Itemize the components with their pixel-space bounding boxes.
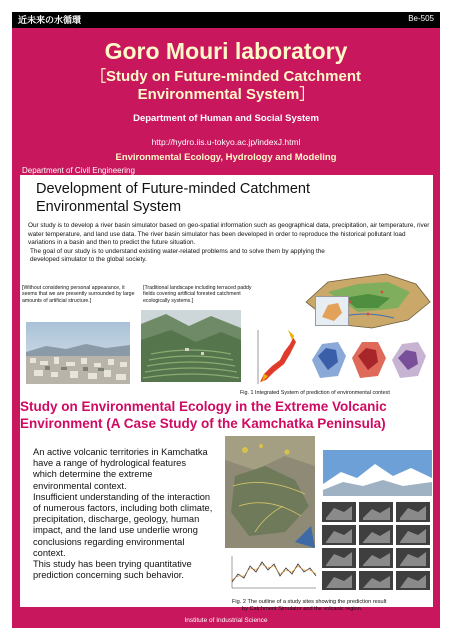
section1-para2: The goal of our study is to understand existing water-related problems and to solve them by applying the developed simulator to the global society. xyxy=(30,247,325,264)
research-fields: Environmental Ecology, Hydrology and Modeling xyxy=(115,152,337,163)
fig2-result-grid xyxy=(320,500,432,592)
body-line: Insufficient understanding of the interaction xyxy=(33,491,211,502)
section2-title-line2: Environment (A Case Study of the Kamchatka Peninsula) xyxy=(20,416,386,431)
section2-body xyxy=(33,447,228,581)
fig2-time-series-plot xyxy=(228,552,318,592)
section1-para1: Our study is to develop a river basin simulator based on geo-spatial information such as geographical data, precipitation, air temperature, river water temperature, and land use data. The river basin simulator has been developed in order to reproduce the historical pollutant load variations in a basin and then to predict the future situation. xyxy=(28,222,430,247)
body-line: precipitation, discharge, geology, human xyxy=(33,514,200,525)
fig1-inset-map xyxy=(315,296,349,326)
section1-body xyxy=(28,222,433,265)
fig2-volcano-photo xyxy=(323,450,432,496)
fig2-satellite-map xyxy=(225,436,315,548)
body-line: impact, and the land use underlie wrong xyxy=(33,525,198,536)
lab-subtitle-line1: ［Study on Future-minded Catchment xyxy=(90,68,361,85)
lab-title: Goro Mouri laboratory xyxy=(104,38,348,64)
caption-rural: [Traditional landscape including terraced paddy fields covering artificial forested catchment ecologically systems.] xyxy=(143,285,252,304)
body-line: context. xyxy=(33,547,66,558)
section2-title-line1: Study on Environmental Ecology in the Extreme Volcanic xyxy=(20,399,387,414)
fig2-caption-line2: by Catchment Simulator and the volcanic region. xyxy=(242,606,363,612)
body-line: which determine the extreme xyxy=(33,469,153,480)
section2-title xyxy=(20,398,440,432)
body-line: environmental context. xyxy=(33,480,127,491)
section1-title-line1: Development of Future-minded Catchment xyxy=(36,181,311,197)
body-line: have a range of hydrological features xyxy=(33,458,186,469)
fig1-japan-map xyxy=(254,326,304,388)
rural-photo xyxy=(141,310,241,382)
body-line: This study has been trying quantitative xyxy=(33,559,192,570)
fig2-caption-line1: Fig. 2 The outline of a study sites showing the prediction result xyxy=(232,599,387,605)
body-line: conclusions regarding environmental xyxy=(33,536,185,547)
department-name: Department of Human and Social System xyxy=(133,113,319,124)
footer-institute: Institute of Industrial Science xyxy=(184,617,268,624)
booth-number: Be-505 xyxy=(408,14,434,23)
body-line: of numerous factors, including both climate, xyxy=(33,503,213,514)
top-bar xyxy=(12,12,440,28)
lab-subtitle xyxy=(12,68,440,104)
section1-title xyxy=(36,180,416,216)
caption-city: [Without considering personal appearance, it seems that we are presently surrounded by large amounts of artificial structure.] xyxy=(22,285,135,304)
lab-subtitle-line2: Environmental System］ xyxy=(137,86,315,103)
lab-url-link[interactable]: http://hydro.iis.u-tokyo.ac.jp/indexJ.html xyxy=(151,137,301,147)
top-bar-label: 近未来の水循環 xyxy=(18,15,82,25)
body-line: prediction concerning such behavior. xyxy=(33,570,184,581)
body-line: An active volcanic territories in Kamchatka xyxy=(33,447,208,457)
department-civil: Department of Civil Engineering xyxy=(22,166,135,175)
fig1-prediction-maps xyxy=(308,336,432,384)
fig2-caption xyxy=(232,599,432,613)
section1-title-line2: Environmental System xyxy=(36,199,182,215)
city-photo xyxy=(26,322,130,384)
fig1-caption: Fig. 1 Integrated System of prediction of environmental context xyxy=(240,390,390,396)
